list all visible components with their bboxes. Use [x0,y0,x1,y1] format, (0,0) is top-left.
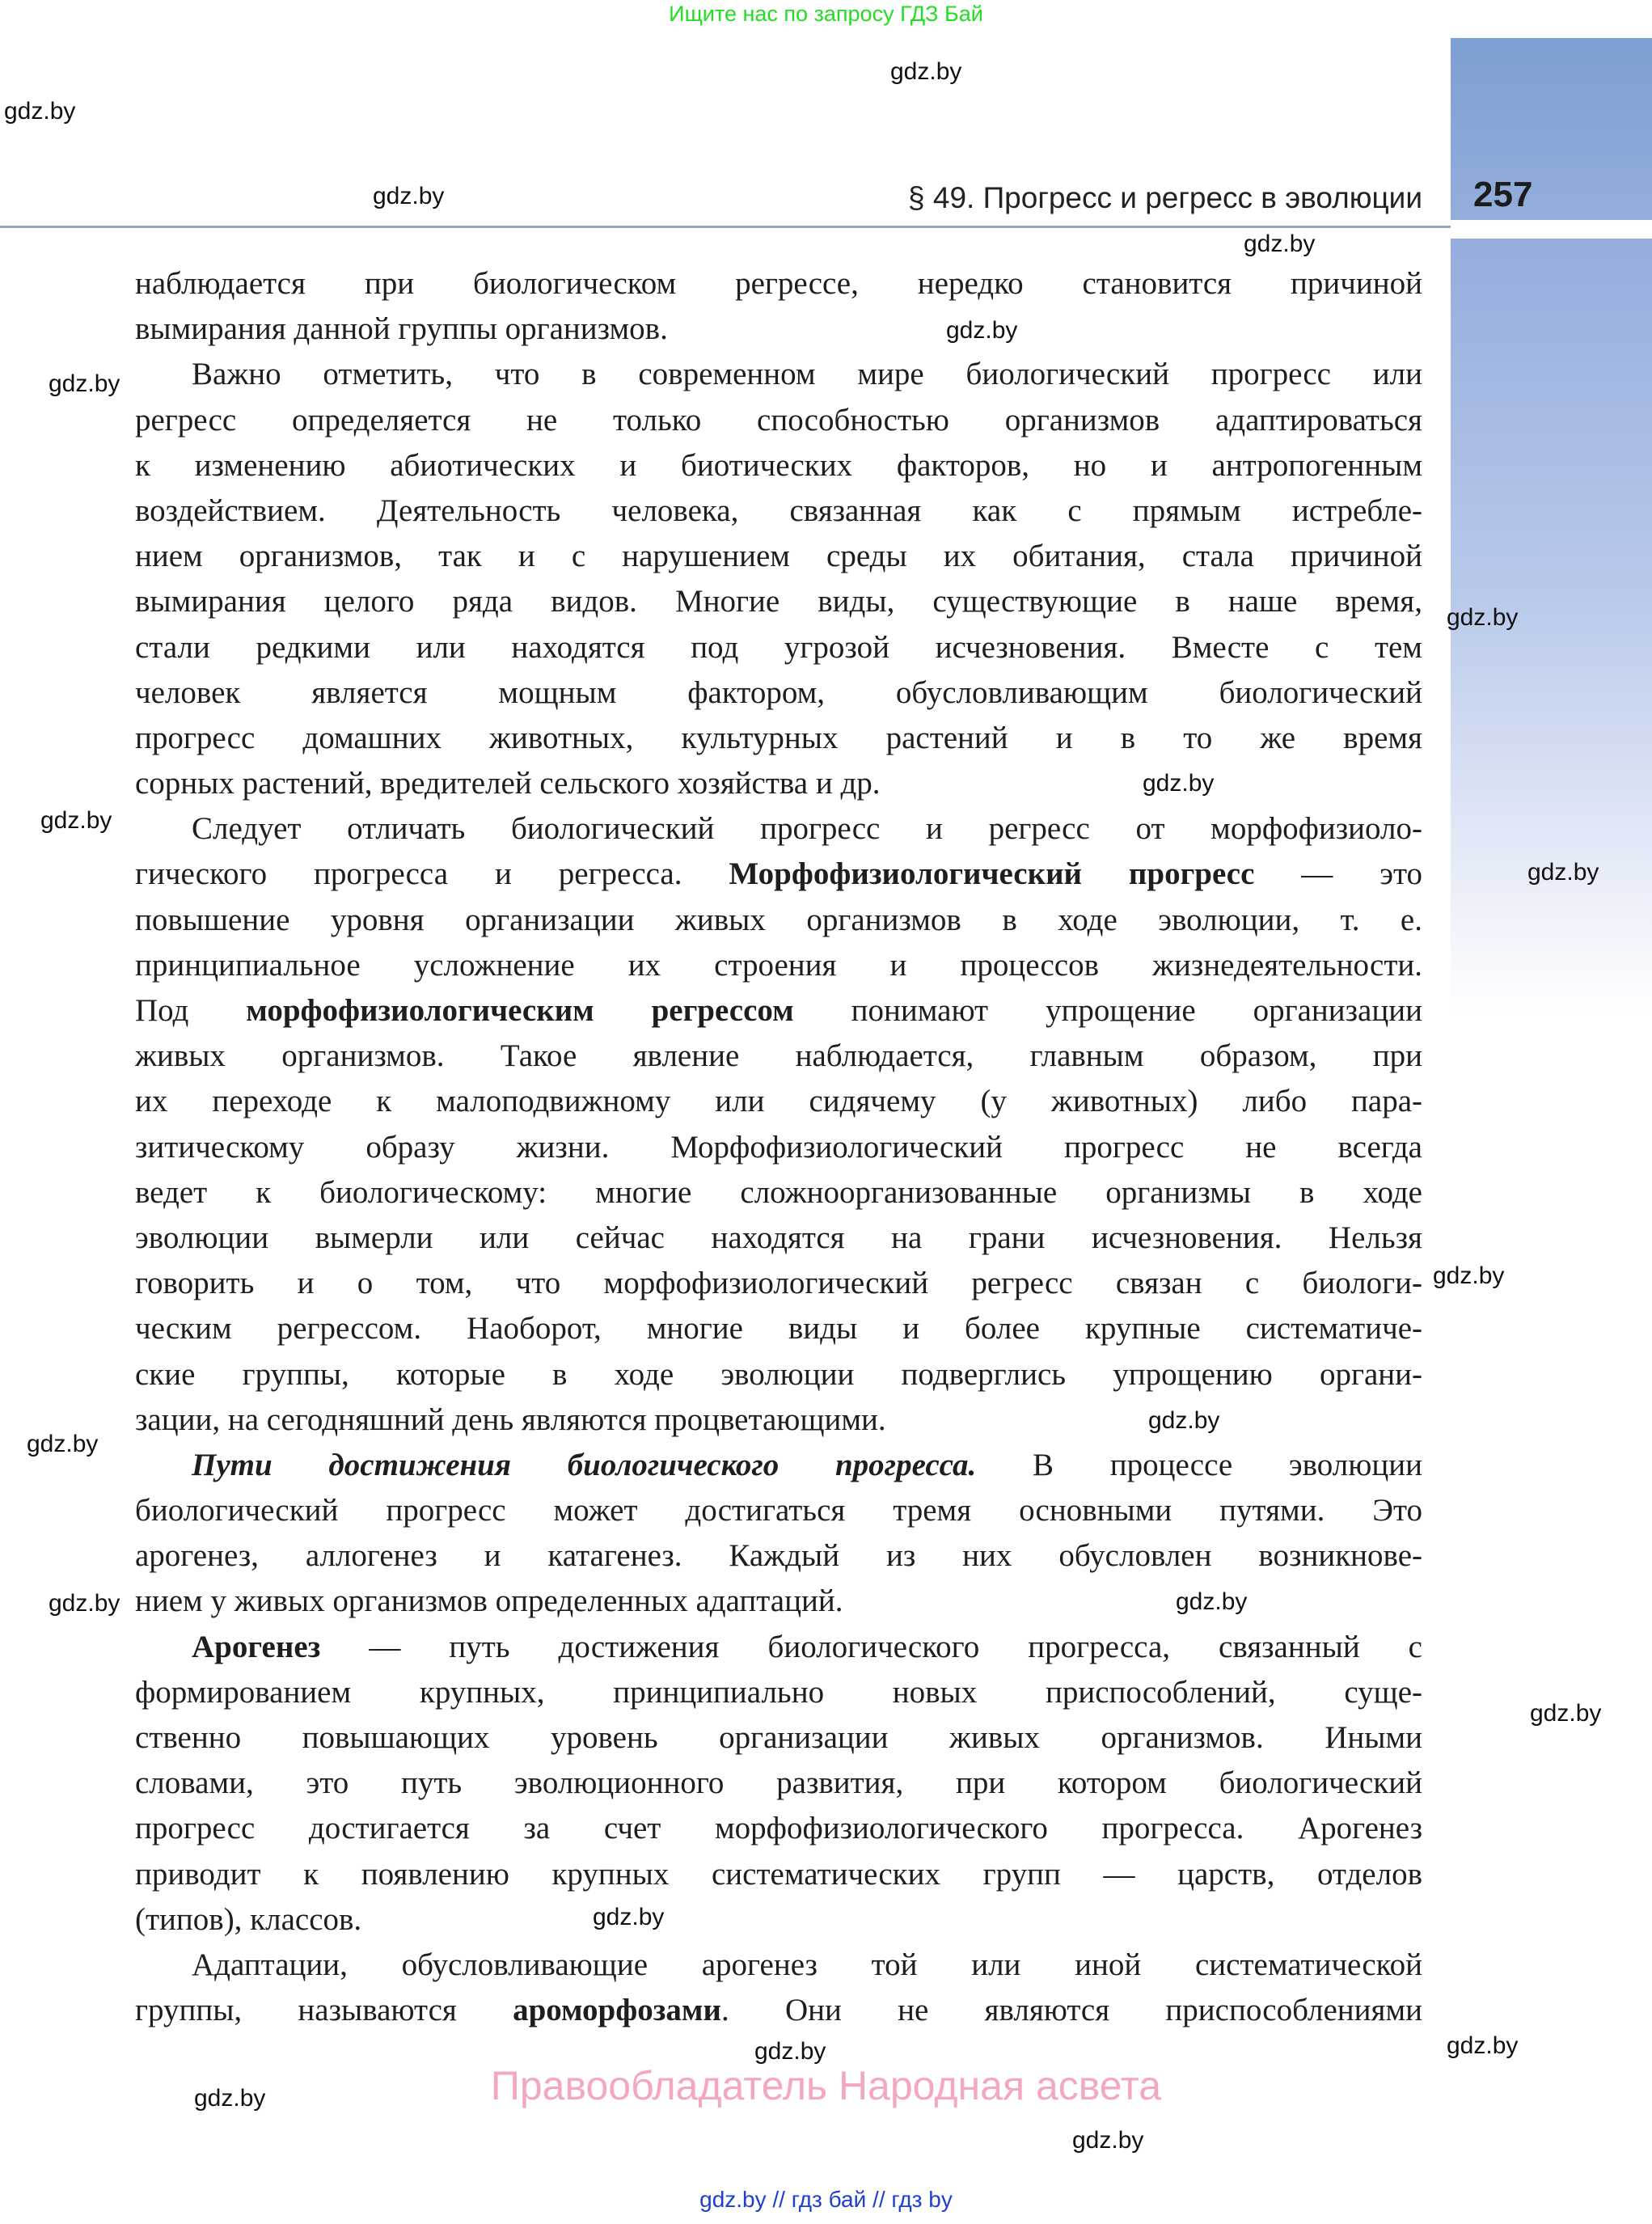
watermark: gdz.by [49,370,120,397]
text-segment: понимают упрощение организации [793,993,1422,1028]
watermark: gdz.by [1530,1700,1602,1727]
text-line [135,1806,1422,1851]
text-line [135,852,1422,897]
text-segment: арогенез, аллогенез и катагенез. Каждый из них обусловлен возникнове- [135,1538,1422,1574]
text-segment: их переходе к малоподвижному или сидячему (у животных) либо пара- [135,1084,1422,1119]
text-line [135,761,1422,806]
text-line [135,488,1422,534]
text-segment: повышение уровня организации живых организмов в ходе эволюции, т. е. [135,902,1422,937]
text-segment: словами, это путь эволюционного развития, при котором биологический [135,1765,1422,1801]
watermark: gdz.by [593,1904,665,1930]
text-line [135,625,1422,670]
text-line [135,1897,1422,1943]
text-segment: человек является мощным фактором, обусловливающим биологический [135,674,1422,710]
text-line [135,1533,1422,1579]
watermark: gdz.by [373,183,445,209]
watermark: gdz.by [946,317,1018,344]
body-text [135,261,1422,2033]
text-line [135,1943,1422,1988]
text-line [135,1852,1422,1897]
text-segment: Адаптации, обусловливающие арогенез той или иной систематической [192,1947,1422,1982]
text-line [135,1261,1422,1306]
text-segment: формированием крупных, принципиально новых приспособлений, суще- [135,1674,1422,1710]
emphasized-term: Морфофизиологический прогресс [729,856,1255,892]
text-segment: вымирания данной группы организмов. [135,311,668,347]
text-line [135,1443,1422,1488]
watermark: gdz.by [27,1431,99,1457]
text-line [135,1352,1422,1397]
watermark: gdz.by [40,807,112,834]
text-line [135,398,1422,443]
text-segment: эволюции вымерли или сейчас находятся на грани исчезновения. Нельзя [135,1220,1422,1255]
text-segment: биологический прогресс может достигаться тремя основными путями. Это [135,1493,1422,1528]
text-line [135,579,1422,624]
watermark: gdz.by [4,98,76,125]
text-line [135,1761,1422,1806]
watermark: gdz.by [1447,2032,1519,2059]
text-line [135,1397,1422,1443]
watermark: gdz.by [1148,1407,1220,1434]
watermark: gdz.by [1072,2127,1144,2154]
top-banner[interactable]: Ищите нас по запросу ГДЗ Бай [669,2,983,26]
watermark: gdz.by [1433,1262,1505,1289]
text-segment: ведет к биологическому: многие сложноорганизованные организмы в ходе [135,1174,1422,1210]
text-segment: В процессе эволюции [976,1447,1422,1482]
text-segment: ские группы, которые в ходе эволюции подверглись упрощению органи- [135,1356,1422,1392]
watermark: gdz.by [1143,770,1215,797]
text-segment: зации, на сегодняшний день являются процветающими. [135,1402,886,1437]
text-segment: зитическому образу жизни. Морфофизиологический прогресс не всегда [135,1129,1422,1165]
text-segment: Под [135,993,247,1028]
watermark: gdz.by [49,1590,120,1617]
text-segment: . Они не являются приспособлениями [720,1993,1422,2028]
text-segment: — путь достижения биологического прогресса, связанный с [320,1629,1422,1664]
text-segment: стали редкими или находятся под угрозой исчезновения. Вместе с тем [135,629,1422,665]
text-segment: живых организмов. Такое явление наблюдается, главным образом, при [135,1038,1422,1074]
footer-links[interactable]: gdz.by // гдз бай // гдз by [699,2187,953,2212]
text-line [135,1488,1422,1533]
text-segment: прогресс достигается за счет морфофизиологического прогресса. Арогенез [135,1811,1422,1846]
text-line [135,943,1422,988]
text-line [135,1125,1422,1170]
text-segment: вымирания целого ряда видов. Многие виды, существующие в наше время, [135,584,1422,619]
watermark: gdz.by [1244,230,1316,257]
emphasized-term: морфофизиологическим регрессом [246,993,794,1028]
watermark: gdz.by [890,58,962,85]
text-line [135,1170,1422,1216]
text-line [135,988,1422,1034]
text-segment: говорить и о том, что морфофизиологический регресс связан с биологи- [135,1266,1422,1301]
text-line [135,443,1422,488]
text-line [135,1306,1422,1351]
text-line [135,670,1422,716]
text-segment: (типов), классов. [135,1901,362,1937]
text-segment: Следует отличать биологический прогресс и регресс от морфофизиоло- [192,811,1422,847]
text-line [135,806,1422,852]
emphasized-term: Пути достижения биологического прогресса. [192,1447,977,1482]
watermark: gdz.by [1527,859,1599,886]
watermark: gdz.by [194,2085,266,2112]
running-title: § 49. Прогресс и регресс в эволюции [908,181,1422,214]
text-line [135,534,1422,579]
text-line [135,352,1422,397]
text-segment: к изменению абиотических и биотических факторов, но и антропогенным [135,447,1422,483]
text-line [135,1079,1422,1124]
text-line [135,1216,1422,1261]
text-line [135,1670,1422,1715]
watermark: gdz.by [1447,604,1519,631]
text-line [135,261,1422,307]
text-line [135,1715,1422,1761]
text-line [135,1988,1422,2033]
text-line [135,307,1422,352]
text-segment: нием у живых организмов определенных адаптаций. [135,1583,843,1619]
watermark: gdz.by [754,2038,826,2065]
header-rule [0,226,1451,228]
text-segment: ческим регрессом. Наоборот, многие виды и более крупные систематиче- [135,1311,1422,1347]
text-line [135,1034,1422,1079]
emphasized-term: Арогенез [192,1629,321,1664]
text-segment: нием организмов, так и с нарушением среды их обитания, стала причиной [135,539,1422,574]
text-segment: приводит к появлению крупных систематических групп — царств, отделов [135,1856,1422,1892]
text-line [135,716,1422,761]
text-segment: принципиальное усложнение их строения и процессов жизнедеятельности. [135,947,1422,983]
text-segment: Важно отметить, что в современном мире биологический прогресс или [192,357,1422,392]
page-number: 257 [1473,175,1533,214]
text-segment: наблюдается при биологическом регрессе, нередко становится причиной [135,266,1422,301]
text-segment: гического прогресса и регресса. [135,856,729,892]
text-segment: группы, называются [135,1993,513,2028]
text-segment: сорных растений, вредителей сельского хозяйства и др. [135,766,881,801]
text-segment: ственно повышающих уровень организации живых организмов. Иными [135,1720,1422,1755]
watermark: gdz.by [1176,1588,1248,1615]
text-segment: воздействием. Деятельность человека, связанная как с прямым истребле- [135,493,1422,528]
copyright-notice: Правообладатель Народная асвета [490,2063,1162,2108]
text-segment: прогресс домашних животных, культурных растений и в то же время [135,720,1422,755]
text-line [135,898,1422,943]
text-line [135,1625,1422,1670]
text-segment: регресс определяется не только способностью организмов адаптироваться [135,402,1422,438]
emphasized-term: ароморфозами [513,1993,721,2028]
text-segment: — это [1254,856,1422,892]
